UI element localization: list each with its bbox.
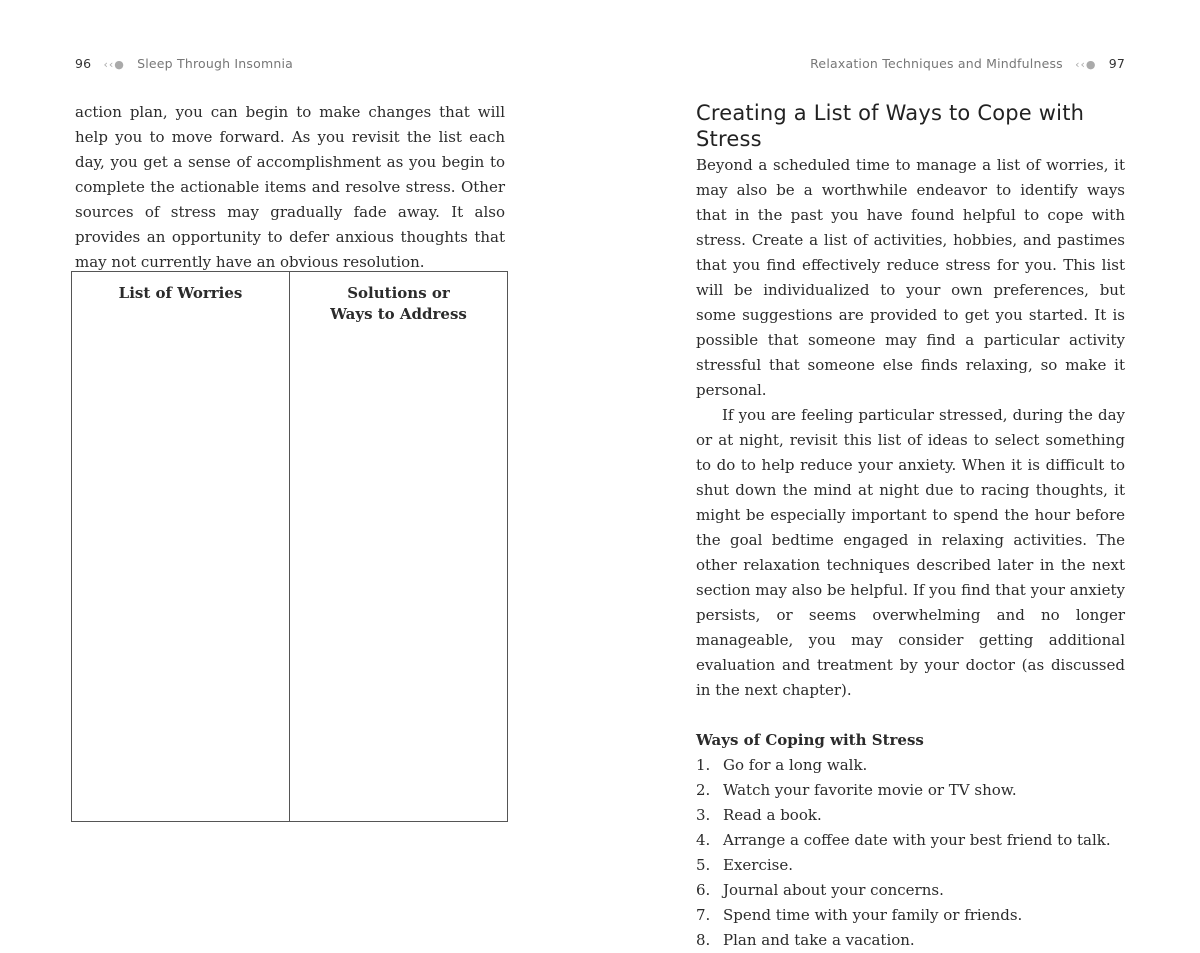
list-item-text: Plan and take a vacation.	[723, 931, 915, 949]
list-item	[696, 803, 1125, 828]
right-page	[696, 100, 1125, 953]
list-item-number: 4.	[696, 831, 711, 849]
solutions-column	[289, 272, 507, 821]
list-item-number: 3.	[696, 806, 711, 824]
left-running-title: Sleep Through Insomnia	[137, 56, 294, 71]
list-item-text: Arrange a coffee date with your best friend to talk.	[723, 831, 1111, 849]
left-page-number: 96	[75, 56, 92, 71]
left-paragraph: action plan, you can begin to make changes that will help you to move forward. As you revisit the list each day, you get a sense of accomplishment as you begin to complete the actionable items and resolve stress. Other sources of stress may gradually fade away. It also provides an opportunity to defer anxious thoughts that may not currently have an obvious resolution.	[75, 103, 505, 271]
coping-list	[696, 753, 1125, 953]
list-item	[696, 778, 1125, 803]
section-title: Creating a List of Ways to Cope with Stress	[696, 101, 1085, 151]
list-item-text: Journal about your concerns.	[723, 881, 944, 899]
right-ornament-icon: ‹‹●	[1075, 58, 1097, 71]
worries-column	[72, 272, 289, 821]
list-item-text: Go for a long walk.	[723, 756, 868, 774]
list-item-text: Read a book.	[723, 806, 822, 824]
right-running-header	[810, 56, 1125, 71]
list-item-number: 5.	[696, 856, 711, 874]
left-page	[75, 100, 505, 275]
list-item-number: 1.	[696, 756, 711, 774]
solutions-column-header: Solutions or Ways to Address	[330, 284, 467, 323]
right-paragraph-2: If you are feeling particular stressed, during the day or at night, revisit this list of ideas to select something to do to help reduce your anxiety. When it is difficult to shut down the mind at night due to racing thoughts, it might be especially important to spend the hour before the goal bedtime engaged in relaxing activities. The other relaxation techniques described later in the next section may also be helpful. If you find that your anxiety persists, or seems overwhelming and no longer manageable, you may consider getting additional evaluation and treatment by your doctor (as discussed in the next chapter).	[696, 406, 1125, 699]
list-item-number: 6.	[696, 881, 711, 899]
coping-list-title: Ways of Coping with Stress	[696, 731, 924, 749]
worries-table	[71, 271, 508, 822]
list-item	[696, 878, 1125, 903]
list-item	[696, 853, 1125, 878]
list-item-number: 7.	[696, 906, 711, 924]
right-page-number: 97	[1108, 56, 1125, 71]
right-running-title: Relaxation Techniques and Mindfulness	[810, 56, 1063, 71]
list-item	[696, 828, 1125, 853]
list-item-text: Exercise.	[723, 856, 793, 874]
left-ornament-icon: ‹‹●	[103, 58, 125, 71]
list-item-number: 8.	[696, 931, 711, 949]
left-running-header	[75, 56, 293, 71]
list-item-number: 2.	[696, 781, 711, 799]
list-item	[696, 928, 1125, 953]
right-paragraph-1: Beyond a scheduled time to manage a list of worries, it may also be a worthwhile endeavor to identify ways that in the past you have found helpful to cope with stress. Create a list of activities, hobbies, and pastimes that you find effectively reduce stress for you. This list will be individualized to your own preferences, but some suggestions are provided to get you started. It is possible that someone may find a particular activity stressful that someone else finds relaxing, so make it personal.	[696, 156, 1125, 399]
list-item-text: Watch your favorite movie or TV show.	[723, 781, 1017, 799]
list-item	[696, 903, 1125, 928]
worries-column-header: List of Worries	[118, 284, 243, 302]
list-item	[696, 753, 1125, 778]
list-item-text: Spend time with your family or friends.	[723, 906, 1023, 924]
